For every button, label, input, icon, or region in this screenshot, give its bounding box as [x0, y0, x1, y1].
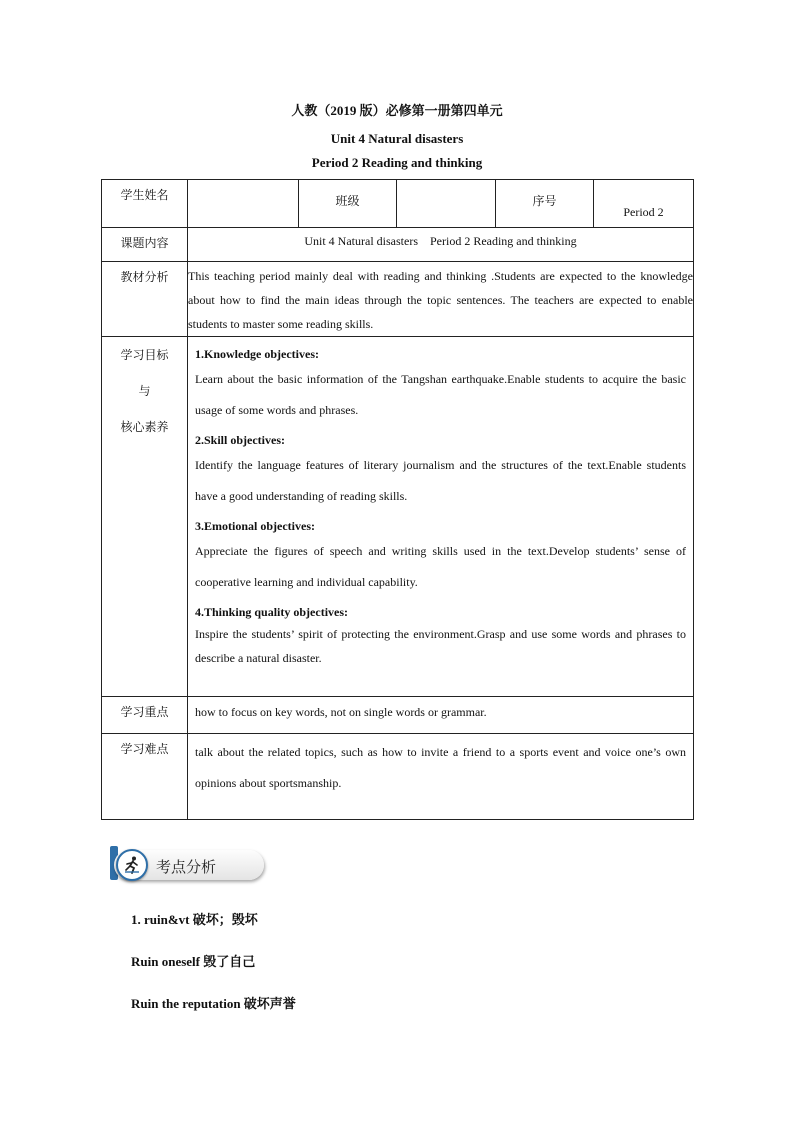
table-row: [102, 228, 694, 262]
runner-icon: [116, 849, 148, 881]
class-label: 班级: [299, 180, 397, 228]
exam-point: Ruin oneself 毁了自己: [131, 954, 256, 969]
objective-text: Inspire the students’ spirit of protecting the environment.Grasp and use some words and phrases to describe a natural disaster.: [195, 627, 686, 665]
objective-heading: 2.Skill objectives:: [195, 433, 285, 447]
difficulties-label: 学习难点: [102, 734, 188, 820]
analysis-label: 教材分析: [102, 262, 188, 337]
table-row: [102, 734, 694, 820]
document-subtitle: 人教（2019 版）必修第一册第四单元: [291, 103, 503, 118]
topic-label: 课题内容: [102, 228, 188, 262]
objective-heading: 4.Thinking quality objectives:: [195, 605, 349, 619]
table-row: [102, 180, 694, 228]
objective-text: Learn about the basic information of the Tangshan earthquake.Enable students to acquire the basic usage of some words and phrases.: [195, 372, 686, 417]
objective-text: Appreciate the figures of speech and writing skills used in the text.Develop students’ sense of cooperative learning and individual capability.: [195, 544, 686, 589]
table-row: [102, 337, 694, 697]
objectives-cell: [188, 337, 694, 697]
key-points-text: how to focus on key words, not on single words or grammar.: [188, 697, 694, 734]
class-cell: [397, 180, 496, 228]
section-badge: [110, 846, 260, 884]
difficulties-text: talk about the related topics, such as how to invite a friend to a sports event and voice one’s own opinions about sportsmanship.: [188, 734, 694, 820]
exam-point: Ruin the reputation 破坏声誉: [131, 996, 296, 1011]
table-row: [102, 697, 694, 734]
student-name-cell: [188, 180, 299, 228]
key-points-label: 学习重点: [102, 697, 188, 734]
seat-number-label: 序号: [496, 180, 594, 228]
objective-heading: 3.Emotional objectives:: [195, 519, 315, 533]
period-cell: Period 2: [594, 180, 694, 228]
table-row: [102, 262, 694, 337]
analysis-text: This teaching period mainly deal with reading and thinking .Students are expected to the knowledge about how to find the main ideas through the topic sentences. The teachers are expected to enable students to master some reading skills.: [188, 262, 694, 337]
lesson-plan-table: [101, 179, 694, 820]
student-name-label: 学生姓名: [102, 180, 188, 228]
objective-heading: 1.Knowledge objectives:: [195, 347, 319, 361]
exam-point: 1. ruin&vt 破坏；毁坏: [131, 912, 258, 927]
objective-text: Identify the language features of literary journalism and the structures of the text.Enable students have a good understanding of reading skills.: [195, 458, 686, 503]
topic-value: Unit 4 Natural disasters Period 2 Reading and thinking: [188, 228, 694, 262]
objectives-label: 学习目标 与 核心素养: [102, 337, 188, 697]
section-badge-label: 考点分析: [156, 858, 217, 876]
unit-title: Unit 4 Natural disasters: [330, 131, 464, 146]
period-title: Period 2 Reading and thinking: [311, 155, 483, 170]
